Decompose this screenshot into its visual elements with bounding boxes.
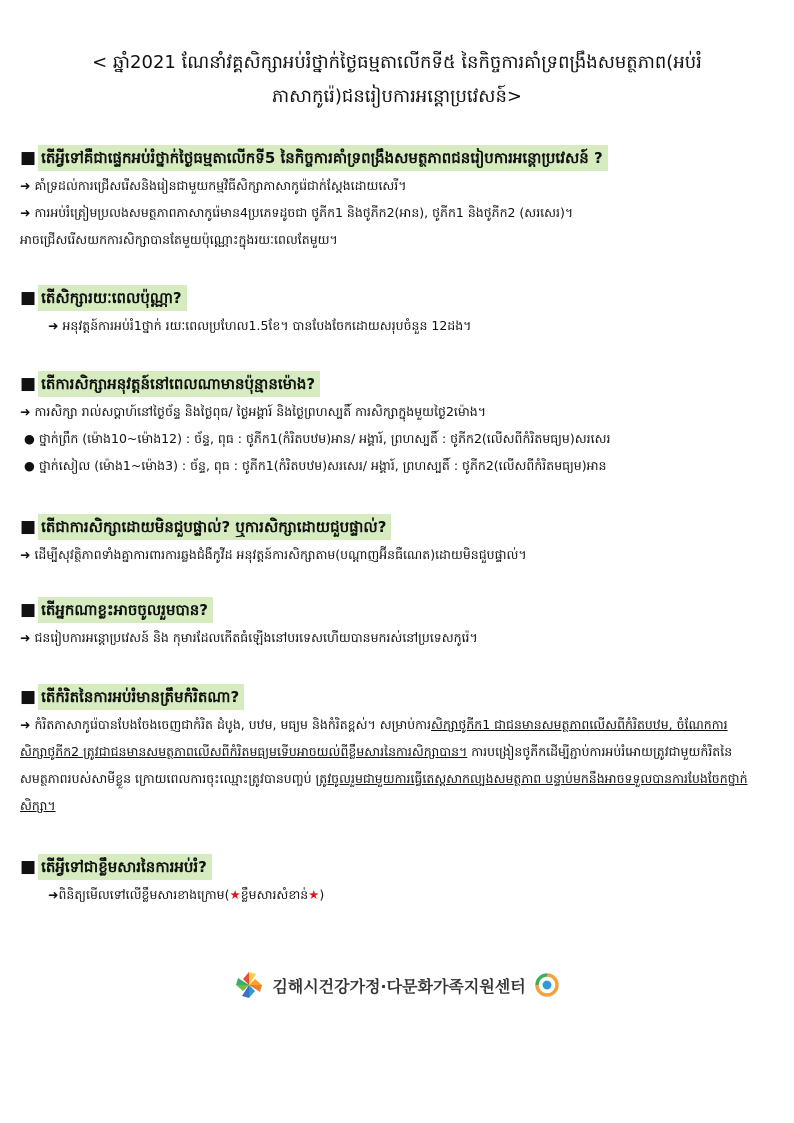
section-levels (20, 683, 765, 819)
section-heading (20, 370, 765, 398)
section-heading (20, 284, 765, 312)
dot-bullet-icon: ● (24, 431, 35, 446)
answer-line (20, 881, 765, 908)
heading-text: តើសិក្សារយៈពេលប៉ុណ្ណា? (38, 285, 187, 311)
answer-line: ➜ អនុវត្តន៍ការអប់រំ1ថ្នាក់ រយៈពេលប្រហែល1.5ខែ។ បានបែងចែកដោយសរុបចំនួន 12ដង។ (48, 318, 472, 333)
heading-text: តើអ្វីទៅគឺជាផ្ទេកអប់រំថ្នាក់ថ្ងៃធម្មតាលើកទី5 នៃកិច្ចការគាំទ្រពង្រឹងសមត្ថភាពជនរៀបការអន្តោប្រវេសន៍ ? (38, 145, 608, 171)
section-heading (20, 853, 765, 881)
answer-line: ➜ ការសិក្សា រាល់សប្តាហ៍នៅថ្ងៃច័ន្ទ និងថ្ងៃពុធ/ ថ្ងៃអង្គារ៍ និងថ្ងៃព្រហស្បតិ៍ ការសិក្សាក្នុងមួយថ្ងៃ2ម៉ោង។ (20, 404, 486, 419)
answer-line: ➜ ដើម្បីសុវត្ថិភាពទាំងគ្នាការពារការឆ្លងជំងឺកូវីដ អនុវត្តន៍ការសិក្សាតាម(បណ្តាញអ៊ីនធឺណេត)ដោយមិនជួបផ្ទាល់។ (20, 547, 527, 562)
pinwheel-logo-icon (234, 970, 264, 1000)
paragraph-text: ➜ កំរិតភាសាកូរ៉េបានបែងចែងចេញជាកំរិត ដំបូង, បឋម, មធ្យម និងកំរិតខ្ពស់។ សម្រាប់ការ (20, 717, 432, 732)
circle-logo-icon (534, 972, 560, 998)
bullet-text: ថ្នាក់សៀល (ម៉ោង1~ម៉ោង3) : ច័ន្ទ, ពុធ : ថូភីក1(កំរិតបឋម)សរសេរ/ អង្គារ៍, ព្រហស្បតិ៍ : ថូភីក2(លើសពីកំរិតមធ្យម)អាន (38, 458, 607, 473)
section-heading (20, 596, 765, 624)
section-duration (20, 284, 765, 339)
schedule-bullet-afternoon (20, 452, 765, 479)
section-heading (20, 513, 765, 541)
section-schedule (20, 370, 765, 479)
underlined-text: សិក្សាថូភីក1 ជាជនមានសមត្ថភាពលើសពីកំរិតបឋម, ចំណែកការសិក្សាថូភីក2 ត្រូវជាជនមានសមត្ថភាពលើសពីកំរិតមធ្យមទើបអាចយល់ពីខ្លឹមសារនៃការសិក្សាបាន។ (20, 717, 728, 759)
section-content (20, 853, 765, 908)
square-bullet-icon: ■ (20, 288, 37, 308)
bullet-text: ថ្នាក់ព្រឹក (ម៉ោង10~ម៉ោង12) : ច័ន្ទ, ពុធ : ថូភីក1(កំរិតបឋម)អាន/ អង្គារ៍, ព្រហស្បតិ៍ : ថូភីក2(លើសពីកំរិតមធ្យម)សរសេរ (38, 431, 611, 446)
underlined-text: ត្រូវចូលរួមជាមួយការធ្វើតេស្តសាកល្បងសមត្ថភាព បន្ទាប់មកនឹងអាចទទួលបានការបែងចែកថ្នាក់សិក្សា។ (20, 771, 748, 813)
square-bullet-icon: ■ (20, 374, 37, 394)
section-online-or-offline (20, 513, 765, 568)
page-title (40, 46, 754, 114)
title-line-1: < ឆ្នាំ2021 ណែនាំវគ្គសិក្សាអប់រំថ្នាក់ថ្ងៃធម្មតាលើកទី៥ នៃកិច្ចការគាំទ្រពង្រឹងសមត្ថភាព(អប់រំ (92, 52, 702, 73)
heading-text: តើកំរិតនៃការអប់រំមានត្រឹមកំរិតណា? (38, 684, 244, 710)
heading-text: តើអ្នកណាខ្លះអាចចូលរួមបាន? (38, 597, 213, 623)
paragraph-text: ការបង្រៀនថូភីកដើម្បីភ្ជាប់ការអប់រំអោយត្រូវជាមួយកំរិតនៃសមត្ថភាពរបស់សាមីខ្លួន ក្រោយពេលការចុះឈ្មោះត្រូវបានបញ្ចប់ (20, 744, 733, 786)
title-line-2: ភាសាកូរ៉េ)ជនរៀបការអន្តោប្រវេសន៍> (272, 86, 522, 107)
heading-text: តើការសិក្សាអនុវត្តន៍នៅពេលណាមានប៉ុន្មានម៉ោង? (38, 371, 320, 397)
line-prefix: ➜ពិនិត្យមើលទៅលើខ្លឹមសារខាងក្រោម( (48, 887, 230, 902)
schedule-bullet-morning (20, 425, 765, 452)
section-heading (20, 144, 765, 172)
heading-text: តើជាការសិក្សាដោយមិនជួបផ្ទាល់? ឬការសិក្សាដោយជួបផ្ទាល់? (38, 514, 391, 540)
star-icon: ★ (308, 887, 320, 902)
answer-line: ➜ ការអប់រំត្រៀមប្រលងសមត្ថភាពភាសាកូរ៉េមាន4ប្រភេទដូចជា ថូភីក1 និងថូភីក2(អាន), ថូភីក1 និងថូភីក2 (សរសេរ)។ (20, 205, 574, 220)
square-bullet-icon: ■ (20, 687, 37, 707)
answer-line: អាចជ្រើសរើសយកការសិក្សាបានតែមួយប៉ុណ្ណោះក្នុងរយៈពេលតែមួយ។ (20, 232, 338, 247)
answer-line: ➜ គាំទ្រដល់ការជ្រើសរើសនិងរៀនជាមួយកម្មវិធីសិក្សាភាសាកូរ៉េជាក់ស្តែងដោយសេរី។ (20, 178, 407, 193)
square-bullet-icon: ■ (20, 148, 37, 168)
square-bullet-icon: ■ (20, 600, 37, 620)
footer (0, 970, 794, 1000)
organization-name: 김해시건강가정·다문화가족지원센터 (272, 976, 526, 996)
levels-paragraph (20, 711, 765, 819)
square-bullet-icon: ■ (20, 517, 37, 537)
answer-line: ➜ ជនរៀបការអន្តោប្រវេសន៍ និង កុមារដែលកើតធំឡើងនៅបរទេសហើយបានមករស់នៅប្រទេសកូរ៉េ។ (20, 630, 478, 645)
square-bullet-icon: ■ (20, 857, 37, 877)
line-middle: ខ្លឹមសារសំខាន់ (240, 887, 309, 902)
star-icon: ★ (229, 887, 241, 902)
heading-text: តើអ្វីទៅជាខ្លឹមសារនៃការអប់រំ? (38, 854, 212, 880)
section-eligibility (20, 596, 765, 651)
section-heading (20, 683, 765, 711)
line-suffix: ) (319, 887, 325, 902)
dot-bullet-icon: ● (24, 458, 35, 473)
section-what-is-program (20, 144, 765, 253)
